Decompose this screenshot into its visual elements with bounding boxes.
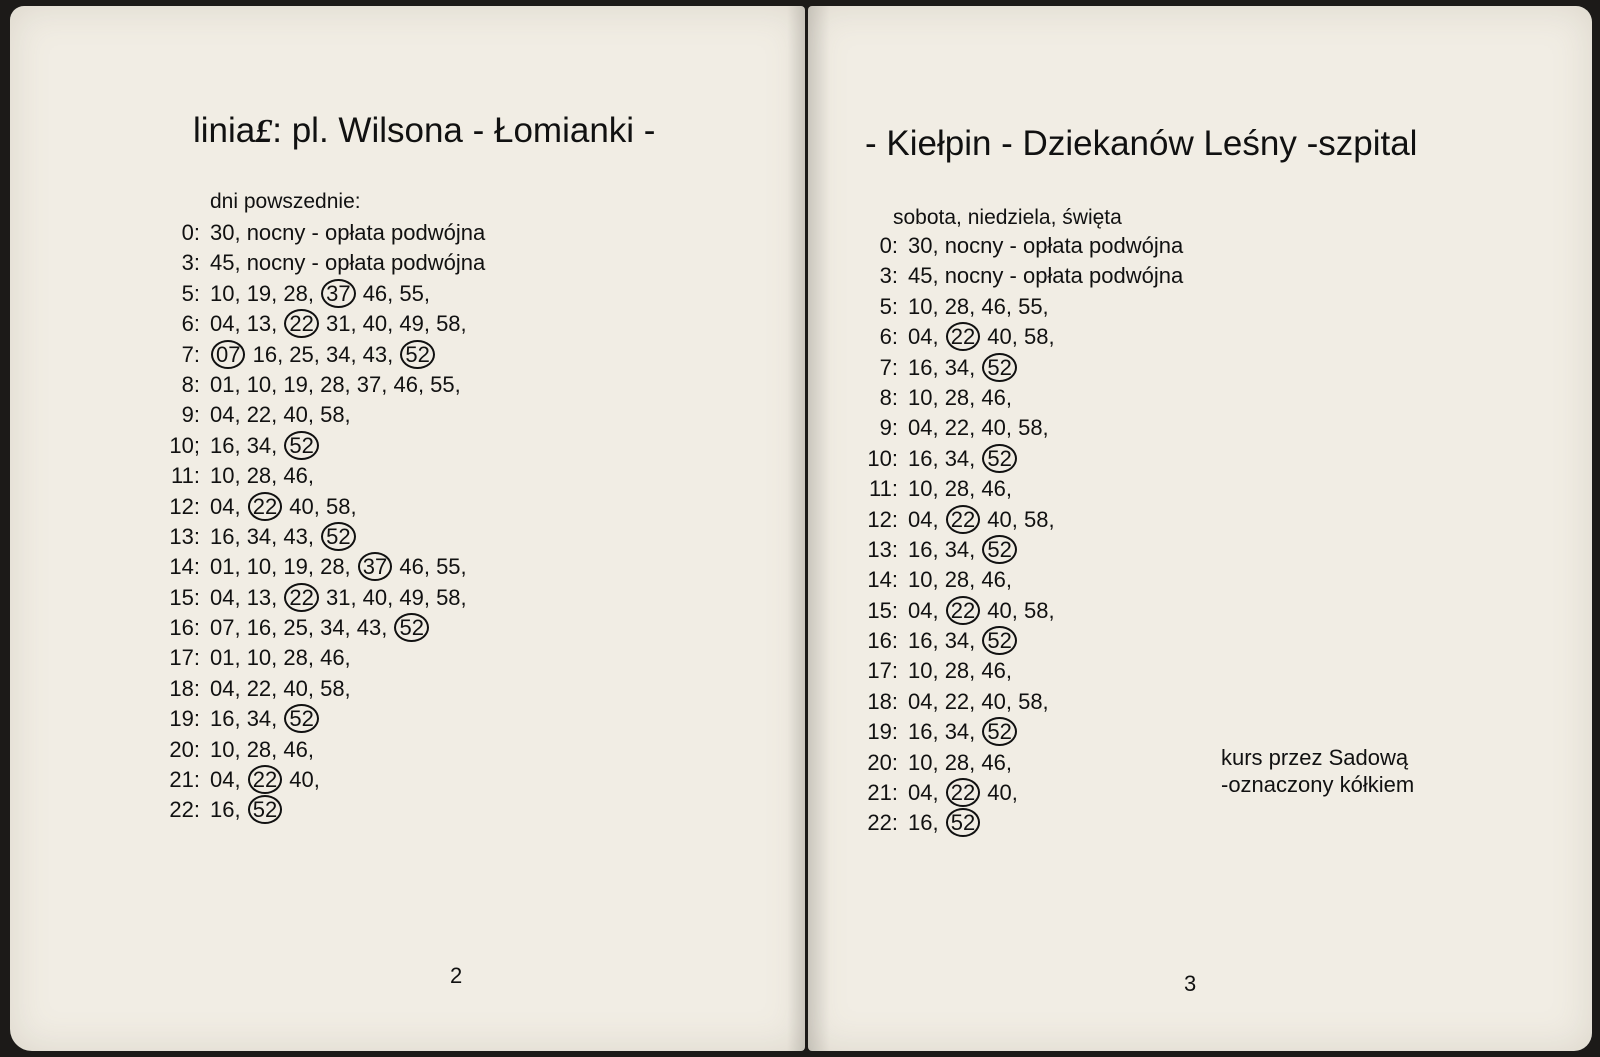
timetable-row — [848, 778, 1183, 808]
timetable-row — [848, 717, 1183, 747]
day-type-label: sobota, niedziela, święta — [893, 206, 1122, 229]
timetable-row — [150, 643, 485, 673]
departure-minutes: 16, 34, 52 — [908, 446, 1018, 471]
timetable-row — [150, 795, 485, 825]
departure-minutes: 16, 52 — [908, 810, 981, 835]
legend-note — [1221, 744, 1414, 798]
timetable-row — [848, 383, 1183, 413]
departure-minutes: 04, 22 40, 58, — [908, 506, 1055, 532]
hour-label: 19: — [169, 706, 200, 732]
timetable-row — [848, 687, 1183, 717]
hour-label: 0: — [879, 233, 898, 258]
circled-departure: 22 — [248, 765, 282, 794]
circled-departure: 52 — [982, 535, 1016, 564]
departure-minutes: 45, nocny - opłata podwójna — [908, 263, 1184, 289]
hour-label: 17: — [867, 658, 898, 684]
departure-minutes: 04, 22 40, 58, — [908, 597, 1055, 623]
hour-label: 8: — [181, 371, 200, 397]
departure-minutes: 04, 22 40, 58, — [210, 493, 357, 519]
hour-label: 12: — [169, 493, 200, 519]
hour-label: 21: — [169, 767, 200, 793]
timetable-row — [150, 583, 485, 613]
timetable-row — [848, 505, 1183, 535]
departure-minutes: 16, 34, 52 — [908, 537, 1018, 562]
hour-label: 15: — [169, 584, 200, 610]
timetable-row — [150, 340, 485, 370]
departure-minutes: 04, 22, 40, 58, — [908, 688, 1049, 714]
circled-departure: 37 — [358, 552, 392, 581]
timetable-row — [150, 309, 485, 339]
departure-minutes: 07 16, 25, 34, 43, 52 — [210, 342, 436, 367]
page-title — [193, 111, 655, 151]
circled-departure: 52 — [394, 613, 428, 642]
circled-departure: 22 — [248, 492, 282, 521]
hour-label: 3: — [879, 263, 898, 289]
timetable-row — [150, 522, 485, 552]
timetable-row — [848, 322, 1183, 352]
departure-minutes: 04, 22 40, — [908, 780, 1018, 806]
hour-label: 7: — [879, 354, 898, 380]
hour-label: 10: — [867, 445, 898, 471]
hour-label: 6: — [181, 311, 200, 337]
timetable-row — [150, 735, 485, 765]
departure-minutes: 04, 22, 40, 58, — [210, 402, 351, 428]
circled-departure: 52 — [982, 353, 1016, 382]
timetable-weekend — [848, 231, 1183, 839]
hour-label: 7: — [181, 341, 200, 367]
legend-note-line2: -oznaczony kółkiem — [1221, 772, 1415, 797]
hour-label: 17: — [169, 645, 200, 671]
timetable-row — [150, 400, 485, 430]
hour-label: 18: — [169, 675, 200, 701]
title-rest: : pl. Wilsona - Łomianki - — [272, 111, 656, 150]
circled-departure: 22 — [946, 596, 980, 625]
timetable-row — [150, 492, 485, 522]
circled-departure: 52 — [982, 717, 1016, 746]
circled-departure: 52 — [284, 704, 318, 733]
hour-label: 8: — [879, 384, 898, 410]
circled-departure: 07 — [211, 340, 245, 369]
timetable-row — [150, 218, 485, 248]
hour-label: 12: — [867, 506, 898, 532]
departure-minutes: 16, 52 — [210, 797, 283, 822]
page-title: - Kiełpin - Dziekanów Leśny -szpital — [865, 124, 1418, 163]
page-fold-shadow — [808, 6, 830, 1051]
circled-departure: 52 — [400, 340, 434, 369]
timetable-row — [848, 565, 1183, 595]
circled-departure: 52 — [982, 444, 1016, 473]
hour-label: 21: — [867, 780, 898, 806]
departure-minutes: 01, 10, 28, 46, — [210, 645, 351, 671]
timetable-row — [150, 674, 485, 704]
hour-label: 22: — [867, 810, 898, 836]
hour-label: 11: — [869, 476, 898, 502]
left-page — [10, 6, 805, 1051]
timetable-row — [848, 292, 1183, 322]
hour-label: 19: — [867, 719, 898, 745]
page-fold-shadow — [787, 6, 805, 1051]
circled-departure: 22 — [946, 778, 980, 807]
circled-departure: 52 — [321, 522, 355, 551]
timetable-row — [150, 461, 485, 491]
departure-minutes: 16, 34, 52 — [210, 706, 320, 731]
hour-label: 15: — [867, 597, 898, 623]
hour-label: 20: — [169, 736, 200, 762]
timetable-row — [848, 748, 1183, 778]
line-symbol: £ — [255, 113, 273, 150]
timetable-row — [848, 596, 1183, 626]
page-number: 3 — [1184, 971, 1197, 996]
departure-minutes: 04, 22 40, 58, — [908, 324, 1055, 350]
hour-label: 5: — [181, 280, 200, 306]
timetable-row — [848, 444, 1183, 474]
departure-minutes: 01, 10, 19, 28, 37, 46, 55, — [210, 371, 461, 397]
departure-minutes: 16, 34, 52 — [908, 628, 1018, 653]
hour-label: 20: — [867, 749, 898, 775]
circled-departure: 52 — [946, 808, 980, 837]
hour-label: 0: — [181, 220, 200, 245]
circled-departure: 22 — [284, 309, 318, 338]
hour-label: 11: — [171, 463, 200, 489]
hour-label: 3: — [181, 250, 200, 276]
hour-label: 5: — [879, 293, 898, 319]
timetable-row — [150, 765, 485, 795]
departure-minutes: 04, 13, 22 31, 40, 49, 58, — [210, 584, 467, 610]
departure-minutes: 16, 34, 52 — [210, 433, 320, 458]
circled-departure: 22 — [284, 583, 318, 612]
departure-minutes: 04, 22, 40, 58, — [908, 415, 1049, 441]
timetable-row — [150, 704, 485, 734]
departure-minutes: 16, 34, 52 — [908, 355, 1018, 380]
timetable-row — [848, 656, 1183, 686]
circled-departure: 52 — [284, 431, 318, 460]
circled-departure: 22 — [946, 505, 980, 534]
timetable-row — [848, 231, 1183, 261]
day-type-label: dni powszednie: — [210, 190, 361, 213]
timetable-row — [150, 613, 485, 643]
departure-minutes: 10, 28, 46, 55, — [908, 293, 1049, 319]
departure-minutes: 07, 16, 25, 34, 43, 52 — [210, 615, 430, 640]
departure-minutes: 10, 28, 46, — [210, 736, 314, 762]
hour-label: 14: — [867, 567, 898, 593]
timetable-row — [848, 808, 1183, 838]
departure-minutes: 30, nocny - opłata podwójna — [908, 233, 1184, 258]
departure-minutes: 01, 10, 19, 28, 37 46, 55, — [210, 554, 467, 580]
departure-minutes: 45, nocny - opłata podwójna — [210, 250, 486, 276]
timetable-row — [848, 413, 1183, 443]
timetable-row — [848, 474, 1183, 504]
timetable-weekdays — [150, 218, 485, 826]
hour-label: 13: — [169, 523, 200, 549]
timetable-row — [848, 535, 1183, 565]
timetable-row — [150, 248, 485, 278]
departure-minutes: 04, 22, 40, 58, — [210, 675, 351, 701]
hour-label: 9: — [181, 402, 200, 428]
hour-label: 22: — [169, 797, 200, 823]
departure-minutes: 10, 19, 28, 37 46, 55, — [210, 280, 430, 306]
hour-label: 16: — [867, 628, 898, 654]
title-prefix: linia — [193, 111, 256, 150]
hour-label: 13: — [867, 536, 898, 562]
hour-label: 6: — [879, 324, 898, 350]
circled-departure: 52 — [982, 626, 1016, 655]
hour-label: 14: — [169, 554, 200, 580]
timetable-row — [848, 353, 1183, 383]
legend-note-line1: kurs przez Sadową — [1221, 745, 1409, 770]
departure-minutes: 16, 34, 43, 52 — [210, 524, 357, 549]
timetable-row — [150, 370, 485, 400]
circled-departure: 37 — [321, 279, 355, 308]
departure-minutes: 10, 28, 46, — [908, 476, 1012, 502]
hour-label: 9: — [879, 415, 898, 441]
departure-minutes: 10, 28, 46, — [908, 567, 1012, 593]
circled-departure: 52 — [248, 795, 282, 824]
timetable-row — [150, 431, 485, 461]
departure-minutes: 10, 28, 46, — [908, 658, 1012, 684]
hour-label: 10; — [169, 432, 200, 458]
departure-minutes: 10, 28, 46, — [908, 384, 1012, 410]
departure-minutes: 16, 34, 52 — [908, 719, 1018, 744]
timetable-row — [848, 261, 1183, 291]
departure-minutes: 30, nocny - opłata podwójna — [210, 220, 486, 245]
departure-minutes: 10, 28, 46, — [210, 463, 314, 489]
departure-minutes: 04, 22 40, — [210, 767, 320, 793]
page-number: 2 — [450, 963, 463, 988]
right-page — [808, 6, 1592, 1051]
circled-departure: 22 — [946, 322, 980, 351]
departure-minutes: 10, 28, 46, — [908, 749, 1012, 775]
timetable-row — [848, 626, 1183, 656]
hour-label: 18: — [867, 688, 898, 714]
hour-label: 16: — [169, 615, 200, 641]
timetable-row — [150, 552, 485, 582]
timetable-row — [150, 279, 485, 309]
departure-minutes: 04, 13, 22 31, 40, 49, 58, — [210, 311, 467, 337]
